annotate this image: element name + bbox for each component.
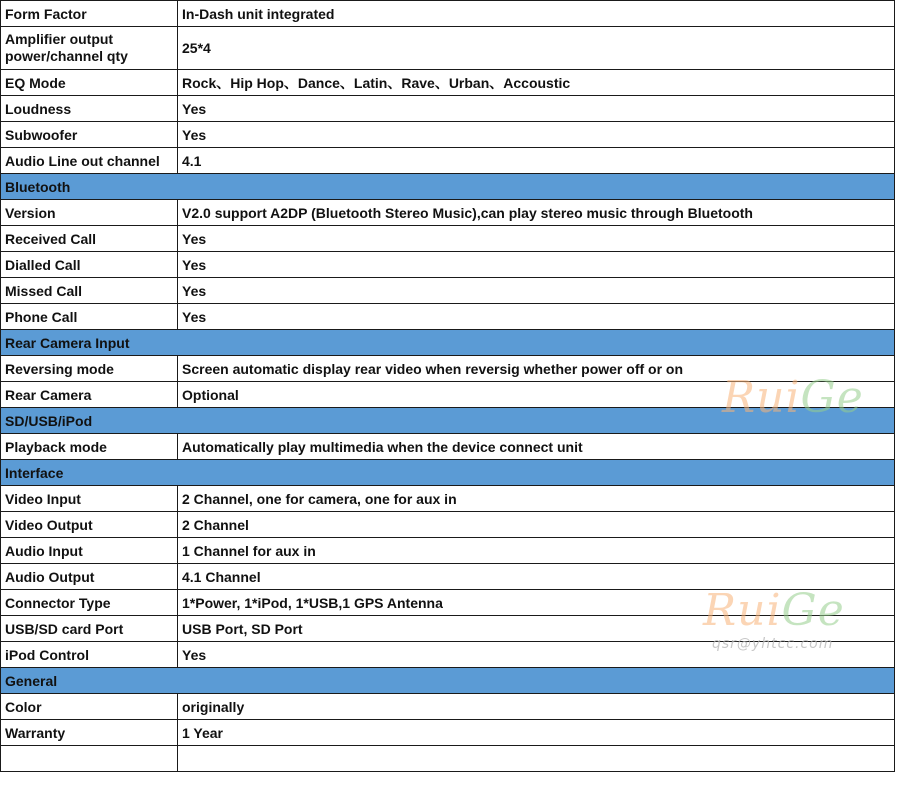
- spec-name-cell: Loudness: [1, 96, 178, 122]
- watermark-email: qsr@yhtcc.com: [712, 636, 834, 652]
- table-row: [1, 434, 895, 460]
- table-row: [1, 382, 895, 408]
- spec-name-cell: Video Input: [1, 486, 178, 512]
- table-row: [1, 720, 895, 746]
- table-row: [1, 96, 895, 122]
- spec-value-cell: Yes: [178, 278, 895, 304]
- spec-value-cell: [178, 746, 895, 772]
- spec-name-cell: Amplifier output power/channel qty: [1, 27, 178, 70]
- spec-name-cell: Subwoofer: [1, 122, 178, 148]
- spec-value-cell: 4.1: [178, 148, 895, 174]
- table-row: [1, 1, 895, 27]
- table-row: [1, 122, 895, 148]
- table-row: [1, 304, 895, 330]
- spec-name-cell: Audio Line out channel: [1, 148, 178, 174]
- spec-value-cell: 2 Channel, one for camera, one for aux in: [178, 486, 895, 512]
- spec-value-cell: 4.1 Channel: [178, 564, 895, 590]
- spec-value-cell: Yes: [178, 642, 895, 668]
- spec-value-cell: 1*Power, 1*iPod, 1*USB,1 GPS Antenna: [178, 590, 895, 616]
- ruige-watermark-logo: RuiGe: [722, 372, 864, 423]
- spec-value-cell: Rock、Hip Hop、Dance、Latin、Rave、Urban、Accoustic: [178, 70, 895, 96]
- spec-name-cell: Rear Camera: [1, 382, 178, 408]
- spec-name-cell: Dialled Call: [1, 252, 178, 278]
- spec-name-cell: Phone Call: [1, 304, 178, 330]
- spec-name-cell: Video Output: [1, 512, 178, 538]
- section-header-row: [1, 330, 895, 356]
- section-title: General: [1, 668, 895, 694]
- section-title: Bluetooth: [1, 174, 895, 200]
- table-row: [1, 486, 895, 512]
- spec-value-cell: Yes: [178, 304, 895, 330]
- spec-name-cell: Reversing mode: [1, 356, 178, 382]
- table-row: [1, 148, 895, 174]
- table-row: [1, 70, 895, 96]
- section-header-row: [1, 408, 895, 434]
- section-header-row: [1, 668, 895, 694]
- spec-name-cell: Audio Input: [1, 538, 178, 564]
- table-row: [1, 642, 895, 668]
- spec-value-cell: Yes: [178, 226, 895, 252]
- spec-value-cell: 1 Channel for aux in: [178, 538, 895, 564]
- spec-value-cell: 25*4: [178, 27, 895, 70]
- table-row: [1, 512, 895, 538]
- spec-name-cell: EQ Mode: [1, 70, 178, 96]
- spec-name-cell: Color: [1, 694, 178, 720]
- table-row: [1, 200, 895, 226]
- table-row: [1, 590, 895, 616]
- section-title: Interface: [1, 460, 895, 486]
- spec-value-cell: Automatically play multimedia when the device connect unit: [178, 434, 895, 460]
- spec-value-cell: 2 Channel: [178, 512, 895, 538]
- spec-name-cell: Audio Output: [1, 564, 178, 590]
- table-row: [1, 356, 895, 382]
- table-row: [1, 694, 895, 720]
- spec-value-cell: Screen automatic display rear video when reversig whether power off or on: [178, 356, 895, 382]
- spec-name-cell: Missed Call: [1, 278, 178, 304]
- spec-value-cell: USB Port, SD Port: [178, 616, 895, 642]
- table-row: [1, 538, 895, 564]
- section-header-row: [1, 174, 895, 200]
- table-row: [1, 616, 895, 642]
- spec-value-cell: originally: [178, 694, 895, 720]
- spec-name-cell: Warranty: [1, 720, 178, 746]
- spec-name-cell: Playback mode: [1, 434, 178, 460]
- spec-value-cell: Yes: [178, 96, 895, 122]
- section-header-row: [1, 460, 895, 486]
- spec-value-cell: Yes: [178, 252, 895, 278]
- spec-value-cell: Yes: [178, 122, 895, 148]
- spec-value-cell: In-Dash unit integrated: [178, 1, 895, 27]
- spec-name-cell: Version: [1, 200, 178, 226]
- spec-name-cell: Received Call: [1, 226, 178, 252]
- section-title: Rear Camera Input: [1, 330, 895, 356]
- spec-name-cell: iPod Control: [1, 642, 178, 668]
- spec-value-cell: V2.0 support A2DP (Bluetooth Stereo Music),can play stereo music through Bluetooth: [178, 200, 895, 226]
- table-row: [1, 564, 895, 590]
- table-row: [1, 278, 895, 304]
- spec-name-cell: Connector Type: [1, 590, 178, 616]
- spec-name-cell: [1, 746, 178, 772]
- spec-table-body: [1, 1, 895, 772]
- spec-name-cell: Form Factor: [1, 1, 178, 27]
- ruige-watermark-logo-2: RuiGe: [703, 585, 845, 636]
- spec-value-cell: Optional: [178, 382, 895, 408]
- spec-name-cell: USB/SD card Port: [1, 616, 178, 642]
- table-row: [1, 27, 895, 70]
- spec-value-cell: 1 Year: [178, 720, 895, 746]
- table-row: [1, 252, 895, 278]
- table-row: [1, 226, 895, 252]
- table-row: [1, 746, 895, 772]
- section-title: SD/USB/iPod: [1, 408, 895, 434]
